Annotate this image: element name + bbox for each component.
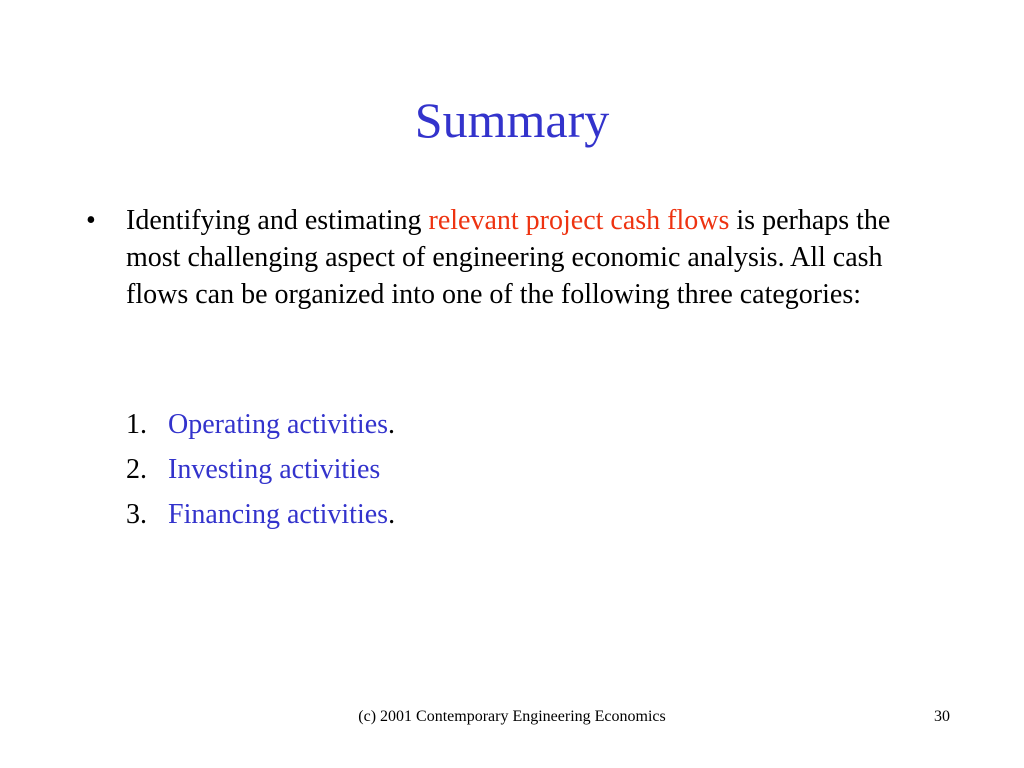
bullet-text-before: Identifying and estimating	[126, 205, 429, 236]
bullet-block	[86, 202, 926, 313]
category-label: Operating activities	[168, 409, 389, 440]
footer-copyright: (c) 2001 Contemporary Engineering Economics	[358, 708, 666, 725]
category-item-operating	[126, 402, 826, 447]
bullet-item	[86, 202, 926, 313]
category-number: 2.	[126, 454, 147, 485]
category-label: Financing activities	[168, 499, 389, 530]
slide-title: Summary	[414, 92, 610, 148]
bullet-highlight: relevant project cash flows	[428, 205, 730, 236]
category-list	[126, 402, 826, 537]
bullet-text	[126, 202, 916, 313]
category-item-financing	[126, 492, 826, 537]
category-label: Investing activities	[168, 454, 381, 485]
category-number: 1.	[126, 409, 147, 440]
bullet-text-after: is perhaps the most challenging aspect of engineering economic analysis. All cash flows can be organized into one of the following three categories:	[126, 205, 891, 310]
page-number: 30	[934, 708, 950, 725]
category-suffix: .	[388, 499, 396, 530]
category-suffix: .	[388, 409, 396, 440]
category-number: 3.	[126, 499, 147, 530]
category-item-investing	[126, 447, 826, 492]
bullet-marker: •	[86, 205, 96, 236]
